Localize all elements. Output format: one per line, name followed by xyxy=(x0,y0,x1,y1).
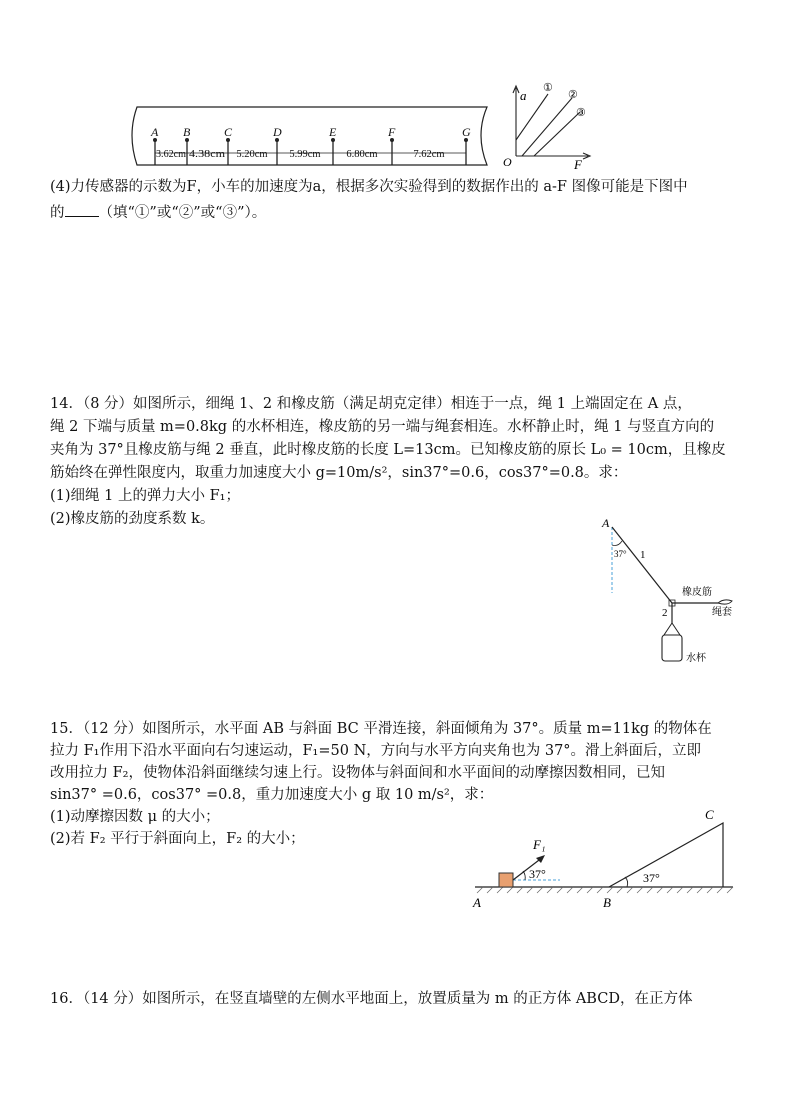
rope-1 xyxy=(612,527,672,603)
tape-point-b: B xyxy=(183,125,191,139)
tape-point-e: E xyxy=(329,125,337,139)
fig14-rope1-label: 1 xyxy=(640,549,646,561)
fig14-loop-label: 绳套 xyxy=(712,607,732,618)
graph-y-label: a xyxy=(520,88,527,103)
tape-distance-de: 5.99cm xyxy=(289,149,321,160)
q14-line4: 筋始终在弹性限度内，取重力加速度大小 g=10m/s²，sin37°=0.6，cos37°=0.8。求： xyxy=(50,465,628,481)
rope-loop xyxy=(718,600,732,604)
q16-line1: 16．（14 分）如图所示，在竖直墙壁的左侧水平地面上，放置质量为 m 的正方体 ABCD，在正方体 xyxy=(50,991,693,1007)
a-f-graph xyxy=(500,78,600,170)
q15-sub2: (2)若 F₂ 平行于斜面向上，F₂ 的大小； xyxy=(50,831,305,847)
fig15-force-label: F₁ xyxy=(533,837,546,852)
q14-line2: 绳 2 下端与质量 m=0.8kg 的水杯相连，橡皮筋的另一端与绳套相连。水杯静止时，绳 1 与竖直方向的 xyxy=(50,419,715,435)
block xyxy=(499,873,513,887)
q15-line1: 15．（12 分）如图所示，水平面 AB 与斜面 BC 平滑连接，斜面倾角为 37°。质量 m=11kg 的物体在 xyxy=(50,721,712,737)
fig14-rubber-band-label: 橡皮筋 xyxy=(682,587,712,598)
q13-4-suffix: （填“①”或“②”或“③”）。 xyxy=(98,205,267,221)
fig14-cup-label: 水杯 xyxy=(686,653,706,664)
fig15-point-b: B xyxy=(603,895,611,910)
fig15-point-a: A xyxy=(473,895,481,910)
q14-line3: 夹角为 37°且橡皮筋与绳 2 垂直，此时橡皮筋的长度 L=13cm。已知橡皮筋的原长 L₀ = 10cm，且橡皮 xyxy=(50,442,726,458)
fig14-rope2-label: 2 xyxy=(662,607,668,619)
water-cup xyxy=(662,635,682,661)
q13-4-prefix: 的 xyxy=(50,205,65,221)
tape-point-c: C xyxy=(224,125,233,139)
fig15-angle2: 37° xyxy=(643,871,660,885)
paper-tape-figure xyxy=(125,95,495,175)
tape-point-g: G xyxy=(462,125,471,139)
graph-origin: O xyxy=(503,155,512,169)
q15-line3: 改用拉力 F₂，使物体沿斜面继续匀速上行。设物体与斜面间和水平面间的动摩擦因数相同，已知 xyxy=(50,765,665,781)
tape-distance-bc: 4.38cm xyxy=(189,149,225,160)
q13-4-line1: (4)力传感器的示数为F，小车的加速度为a，根据多次实验得到的数据作出的 a-F 图像可能是下图中 xyxy=(50,179,688,195)
graph-label-1: ① xyxy=(543,82,553,94)
incline xyxy=(609,823,723,887)
tape-point-d: D xyxy=(273,125,282,139)
fig15-point-c: C xyxy=(705,807,714,822)
q14-line1: 14．（8 分）如图所示，细绳 1、2 和橡皮筋（满足胡克定律）相连于一点，绳 1 上端固定在 A 点， xyxy=(50,396,692,412)
tape-distance-cd: 5.20cm xyxy=(236,149,268,160)
q15-sub1: (1)动摩擦因数 μ 的大小； xyxy=(50,809,220,825)
graph-label-2: ② xyxy=(568,89,578,101)
tape-point-a: A xyxy=(151,125,159,139)
fig14-angle: 37° xyxy=(614,549,627,559)
tape-distance-ab: 3.62cm xyxy=(156,149,186,160)
graph-label-3: ③ xyxy=(576,107,586,119)
q14-figure xyxy=(600,513,770,670)
tape-point-f: F xyxy=(388,125,396,139)
q13-4-line2 xyxy=(50,202,266,222)
q14-sub2: (2)橡皮筋的劲度系数 k。 xyxy=(50,511,215,527)
tape-distance-ef: 6.80cm xyxy=(346,149,378,160)
answer-blank[interactable] xyxy=(65,202,99,217)
q15-line4: sin37° =0.6，cos37° =0.8，重力加速度大小 g 取 10 m/s²，求： xyxy=(50,787,494,803)
tape-distance-fg: 7.62cm xyxy=(413,149,445,160)
q15-line2: 拉力 F₁作用下沿水平面向右匀速运动，F₁=50 N，方向与水平方向夹角也为 37°。滑上斜面后，立即 xyxy=(50,743,702,759)
fig15-angle1: 37° xyxy=(529,867,546,881)
q14-sub1: (1)细绳 1 上的弹力大小 F₁； xyxy=(50,488,240,504)
q15-figure xyxy=(465,805,745,915)
graph-x-label: F xyxy=(574,157,582,170)
fig14-point-a: A xyxy=(602,516,610,530)
